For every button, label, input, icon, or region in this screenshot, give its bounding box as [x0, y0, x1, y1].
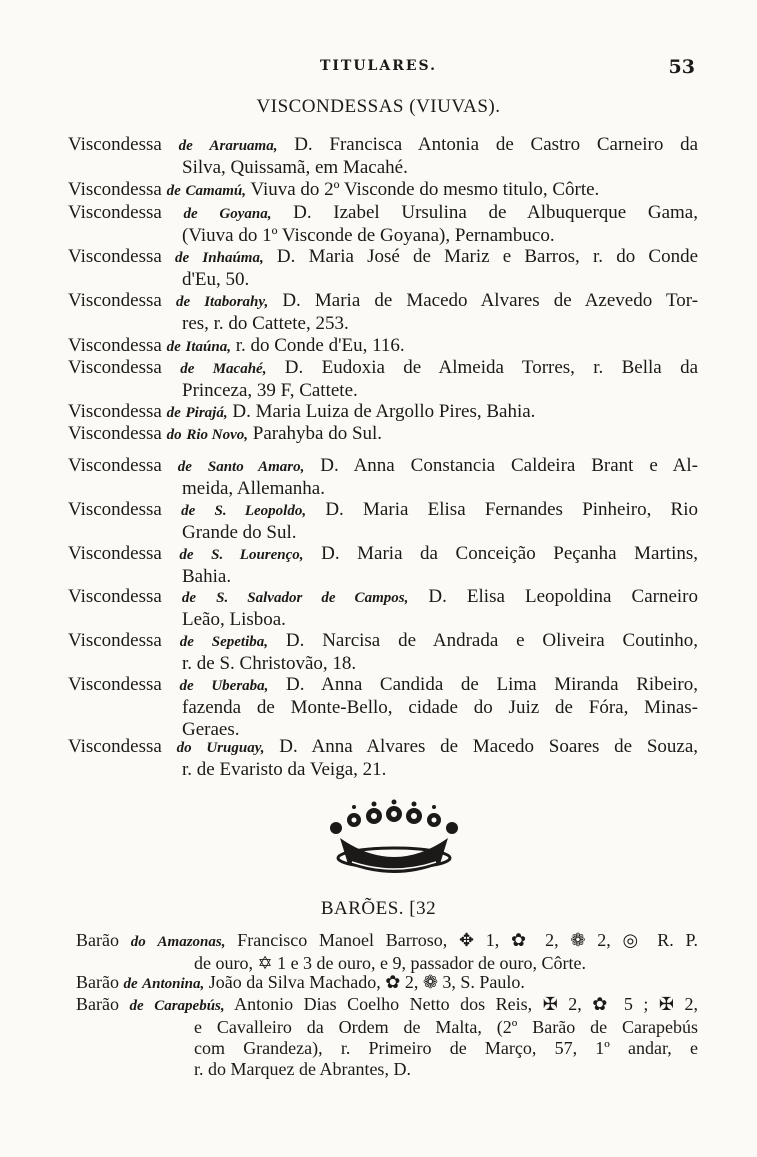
- entry-line: [68, 269, 698, 291]
- entry-place-name: Uberaba,: [211, 678, 269, 694]
- entry-title: Viscondessa: [68, 134, 162, 155]
- entry: [68, 202, 698, 247]
- entry-text: Bahia.: [182, 566, 232, 587]
- entry-preposition: de: [166, 405, 181, 421]
- entry-place-name: Araruama,: [209, 138, 278, 154]
- entry-title: Viscondessa: [68, 499, 162, 520]
- entry-text: D. Maria de Macedo Alvares de Azevedo Tor-: [268, 290, 699, 311]
- entry-text: D. Eudoxia de Almeida Torres, r. Bella da: [266, 357, 699, 378]
- entry-title: Viscondessa: [68, 586, 162, 607]
- entry-text: Francisco Manoel Barroso, ✥ 1, ✿ 2, ❁ 2, ◎ R. P.: [225, 930, 699, 950]
- section-heading-viscondessas: VISCONDESSAS (VIUVAS).: [256, 96, 501, 117]
- entry: [68, 586, 698, 631]
- entry-line: [68, 202, 698, 225]
- entry-line: [68, 736, 698, 759]
- entry-text: D. Francisca Antonia de Castro Carneiro da: [277, 134, 699, 155]
- entry-line: [68, 423, 698, 446]
- entry-preposition: do: [130, 934, 146, 950]
- entry-title: Viscondessa: [68, 290, 162, 311]
- entry-place-name: Inhaúma,: [202, 250, 264, 266]
- entry: [68, 290, 698, 335]
- entry-line: [68, 499, 698, 522]
- entry-line: [68, 653, 698, 675]
- entry-text: João da Silva Machado, ✿ 2, ❁ 3, S. Paulo.: [204, 972, 525, 992]
- entry-preposition: de: [175, 294, 191, 310]
- entry-title: Viscondessa: [68, 357, 162, 378]
- running-head: [0, 56, 757, 80]
- entry-line: [76, 953, 698, 974]
- entry-text: r. de S. Christovão, 18.: [182, 653, 357, 674]
- entry-line: [76, 1038, 698, 1059]
- entry-place-name: Carapebús,: [154, 998, 225, 1014]
- entry-line: [68, 290, 698, 313]
- entry-line: [68, 157, 698, 179]
- entry: [68, 335, 698, 358]
- entry-text: Grande do Sul.: [182, 522, 297, 543]
- entry-line: [76, 994, 698, 1017]
- entry-title: Viscondessa: [68, 736, 162, 757]
- entry-place-name: Antonina,: [142, 976, 205, 992]
- entry-place-name: S. Leopoldo,: [214, 503, 307, 519]
- entry-preposition: de: [179, 634, 194, 650]
- entry-title: Viscondessa: [68, 179, 162, 200]
- entry-text: D. Maria Luiza de Argollo Pires, Bahia.: [227, 401, 536, 422]
- entry-title: Viscondessa: [68, 246, 162, 267]
- page-number: 53: [668, 56, 695, 78]
- entry-line: [68, 630, 698, 653]
- entry-text: Geraes.: [182, 719, 240, 740]
- entry-title: Viscondessa: [68, 455, 162, 476]
- entry-text: e Cavalleiro da Ordem de Malta, (2º Barão de Carapebús: [194, 1017, 698, 1037]
- entry-text: Antonio Dias Coelho Netto dos Reis, ✠ 2, ✿ 5 ; ✠ 2,: [224, 994, 699, 1014]
- entry-line: [68, 313, 698, 335]
- entry: [68, 543, 698, 588]
- entry-text: D. Anna Constancia Caldeira Brant e Al-: [304, 455, 698, 476]
- entry-place-name: Sepetiba,: [211, 634, 269, 650]
- entry: [68, 736, 698, 781]
- entry-text: Silva, Quissamã, em Macahé.: [182, 157, 408, 178]
- entry-preposition: de: [123, 976, 138, 992]
- entry-title: Viscondessa: [68, 202, 162, 223]
- entry-preposition: de: [183, 206, 198, 222]
- entry-place-name: Macahé,: [212, 361, 267, 377]
- entry-line: [68, 478, 698, 500]
- entry: [76, 930, 698, 974]
- entry-preposition: de: [177, 459, 192, 475]
- entry-place-name: S. Lourenço,: [211, 547, 304, 563]
- entry-text: Princeza, 39 F, Cattete.: [182, 380, 358, 401]
- entry-text: D. Maria Elisa Fernandes Pinheiro, Rio: [306, 499, 699, 520]
- entry-line: [68, 179, 698, 202]
- entry-place-name: Itaborahy,: [204, 294, 269, 310]
- entry-preposition: de: [179, 678, 194, 694]
- entry-line: [68, 134, 698, 157]
- entry-line: [68, 246, 698, 269]
- entry-text: D. Elisa Leopoldina Carneiro: [408, 586, 699, 607]
- section-heading-baroes: BARÕES. [32: [320, 898, 437, 919]
- entry-place-name: Itaúna,: [185, 339, 231, 355]
- coronet-ornament: [322, 798, 466, 882]
- entry-line: [68, 357, 698, 380]
- entry-preposition: de: [129, 998, 144, 1014]
- entry-text: r. do Marquez de Abrantes, D.: [194, 1059, 411, 1079]
- entry-line: [76, 930, 698, 953]
- entry-text: D. Maria da Conceição Peçanha Martins,: [303, 543, 699, 564]
- entry-line: [76, 1059, 698, 1080]
- entry-preposition: do: [166, 427, 182, 443]
- entry-line: [68, 566, 698, 588]
- entry-line: [68, 543, 698, 566]
- entry: [68, 499, 698, 544]
- entry-place-name: S. Salvador de Campos,: [216, 590, 409, 606]
- entry-place-name: Rio Novo,: [186, 427, 249, 443]
- entry: [68, 179, 698, 202]
- entry-text: D. Anna Candida de Lima Miranda Ribeiro,: [268, 674, 698, 695]
- entry-preposition: de: [179, 547, 194, 563]
- entry-line: [68, 609, 698, 631]
- entry-line: [68, 225, 698, 247]
- entry-title: Viscondessa: [68, 630, 162, 651]
- entry-place-name: Camamú,: [185, 183, 246, 199]
- entry-text: de ouro, ✡ 1 e 3 de ouro, e 9, passador de ouro, Côrte.: [194, 953, 586, 973]
- entry-preposition: de: [181, 590, 197, 606]
- entry-title: Barão: [76, 972, 119, 992]
- entry-line: [76, 1017, 698, 1038]
- entry: [68, 630, 698, 675]
- entry-text: d'Eu, 50.: [182, 269, 250, 290]
- entry: [68, 134, 698, 179]
- entry-place-name: Uruguay,: [206, 740, 265, 756]
- entry-line: [68, 401, 698, 424]
- entry-line: [68, 380, 698, 402]
- entry: [68, 423, 698, 446]
- entry: [68, 455, 698, 500]
- entry-place-name: Amazonas,: [157, 934, 226, 950]
- entry: [68, 674, 698, 741]
- entry-preposition: de: [175, 250, 190, 266]
- entry-line: [68, 674, 698, 697]
- entry-text: fazenda de Monte-Bello, cidade do Juiz de Fóra, Minas-: [182, 697, 698, 718]
- entry-text: Leão, Lisboa.: [182, 609, 286, 630]
- entry-text: Parahyba do Sul.: [248, 423, 383, 444]
- entry: [76, 972, 698, 995]
- entry-line: [76, 972, 698, 995]
- entry-text: Viuva do 2º Visconde do mesmo titulo, Côrte.: [245, 179, 600, 200]
- entry-preposition: de: [166, 339, 181, 355]
- entry-line: [68, 335, 698, 358]
- entry-title: Viscondessa: [68, 674, 162, 695]
- entry: [68, 357, 698, 402]
- entry: [68, 401, 698, 424]
- entry-text: meida, Allemanha.: [182, 478, 325, 499]
- entry-line: [68, 522, 698, 544]
- entry-line: [68, 455, 698, 478]
- entry-text: r. do Conde d'Eu, 116.: [230, 335, 405, 356]
- entry-line: [68, 586, 698, 609]
- entry-title: Viscondessa: [68, 423, 162, 444]
- entry-text: D. Anna Alvares de Macedo Soares de Souza,: [264, 736, 699, 757]
- entry-title: Barão: [76, 930, 119, 950]
- entry-place-name: Santo Amaro,: [207, 459, 305, 475]
- entry-line: [68, 759, 698, 781]
- entry-text: r. de Evaristo da Veiga, 21.: [182, 759, 387, 780]
- entry-line: [68, 697, 698, 719]
- entry-preposition: de: [180, 361, 195, 377]
- entry-title: Barão: [76, 994, 119, 1014]
- entry-preposition: de: [181, 503, 196, 519]
- running-title: TITULARES.: [319, 58, 438, 74]
- entry-title: Viscondessa: [68, 335, 162, 356]
- entry-title: Viscondessa: [68, 543, 162, 564]
- entry-text: com Grandeza), r. Primeiro de Março, 57, 1º andar, e: [194, 1038, 698, 1058]
- entry-text: D. Maria José de Mariz e Barros, r. do Conde: [263, 246, 699, 267]
- entry-preposition: do: [176, 740, 192, 756]
- entry: [76, 994, 698, 1080]
- entry-preposition: de: [178, 138, 193, 154]
- entry-place-name: Goyana,: [219, 206, 272, 222]
- entry-text: (Viuva do 1º Visconde de Goyana), Pernambuco.: [182, 225, 555, 246]
- entry: [68, 246, 698, 291]
- entry-title: Viscondessa: [68, 401, 162, 422]
- entry-text: D. Izabel Ursulina de Albuquerque Gama,: [271, 202, 698, 223]
- entry-preposition: de: [166, 183, 181, 199]
- entry-text: res, r. do Cattete, 253.: [182, 313, 349, 334]
- entry-text: D. Narcisa de Andrada e Oliveira Coutinho,: [268, 630, 699, 651]
- entry-place-name: Pirajá,: [185, 405, 228, 421]
